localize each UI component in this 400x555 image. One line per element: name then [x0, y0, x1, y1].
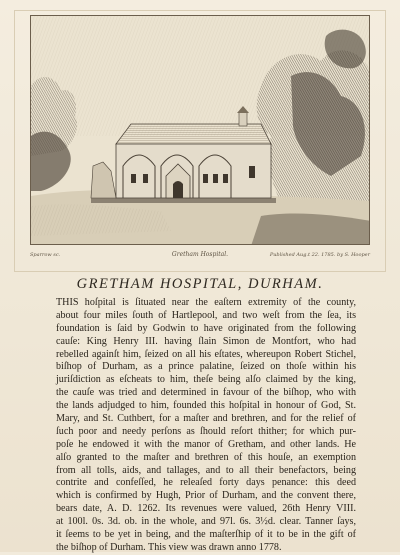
body-paragraph	[56, 297, 356, 555]
text-line: biſhop of Durham, as a prince palatine, ſeized on thoſe within his	[56, 361, 356, 373]
text-line: contrite and confeſſed, he releaſed forty days penance: this deed	[56, 477, 356, 489]
page-title: GRETHAM HOSPITAL, DURHAM.	[76, 276, 324, 292]
text-line: ſuch poor and needy perſons as ſhould reſort thither; for which pur-	[56, 425, 356, 437]
text-line: Mary, and St. Cuthbert, for a maſter and brethren, and for the relief of	[56, 413, 356, 425]
plate-caption: Gretham Hospital.	[171, 251, 229, 258]
text-line: which is confirmed by Hugh, Prior of Durham, and the convent there,	[56, 490, 356, 502]
text-line: the cauſe was tried and determined in favour of the biſhop, who with	[56, 387, 356, 399]
text-line: the biſhop of Durham. This view was drawn anno 1778.	[56, 541, 282, 553]
text-line: poſe he endowed it with the manor of Gretham, and other lands. He	[56, 438, 356, 450]
text-line: bears date, A. D. 1262. Its revenues were valued, 26th Henry VIII.	[56, 503, 356, 515]
text-line: the lands adjudged to him, founded this hoſpital in honour of God, St.	[56, 400, 356, 412]
text-line: foundation is ſaid by Godwin to have originated from the following	[56, 322, 356, 334]
plate-caption-row	[30, 249, 370, 261]
text-line: about four miles ſouth of Hartlepool, and two weſt from the ſea, its	[56, 309, 356, 321]
text-line: alſo granted to the maſter and brethren of this houſe, an exemption	[56, 451, 356, 463]
artist-credit: Sparrow sc.	[30, 252, 61, 258]
engraving-illustration	[30, 15, 370, 245]
publisher-line: Published Aug.t 22. 1785. by S. Hooper	[269, 252, 370, 258]
text-line: cauſe: King Henry III. having ſlain Simon de Montfort, who had	[56, 335, 356, 347]
text-line: THIS hoſpital is ſituated near the eaſtern extremity of the county,	[56, 297, 356, 308]
text-line: juriſdiction as eſcheats to him, theſe being alſo claimed by the king,	[56, 374, 356, 386]
text-line: from all tolls, aids, and tallages, and to all their benefactors, being	[56, 464, 356, 476]
text-line: rebelled againſt him, ſeized on all his eſtates, whereupon Robert Stichel,	[56, 348, 356, 360]
text-line: at 100l. 0s. 3d. ob. in the whole, and 97l. 6s. 3½d. clear. Tanner ſays,	[56, 516, 356, 528]
text-line: it ſeems to be yet in being, and the maſterſhip of it to be in the gift of	[56, 529, 356, 541]
gretham-hospital-engraving	[31, 16, 370, 245]
